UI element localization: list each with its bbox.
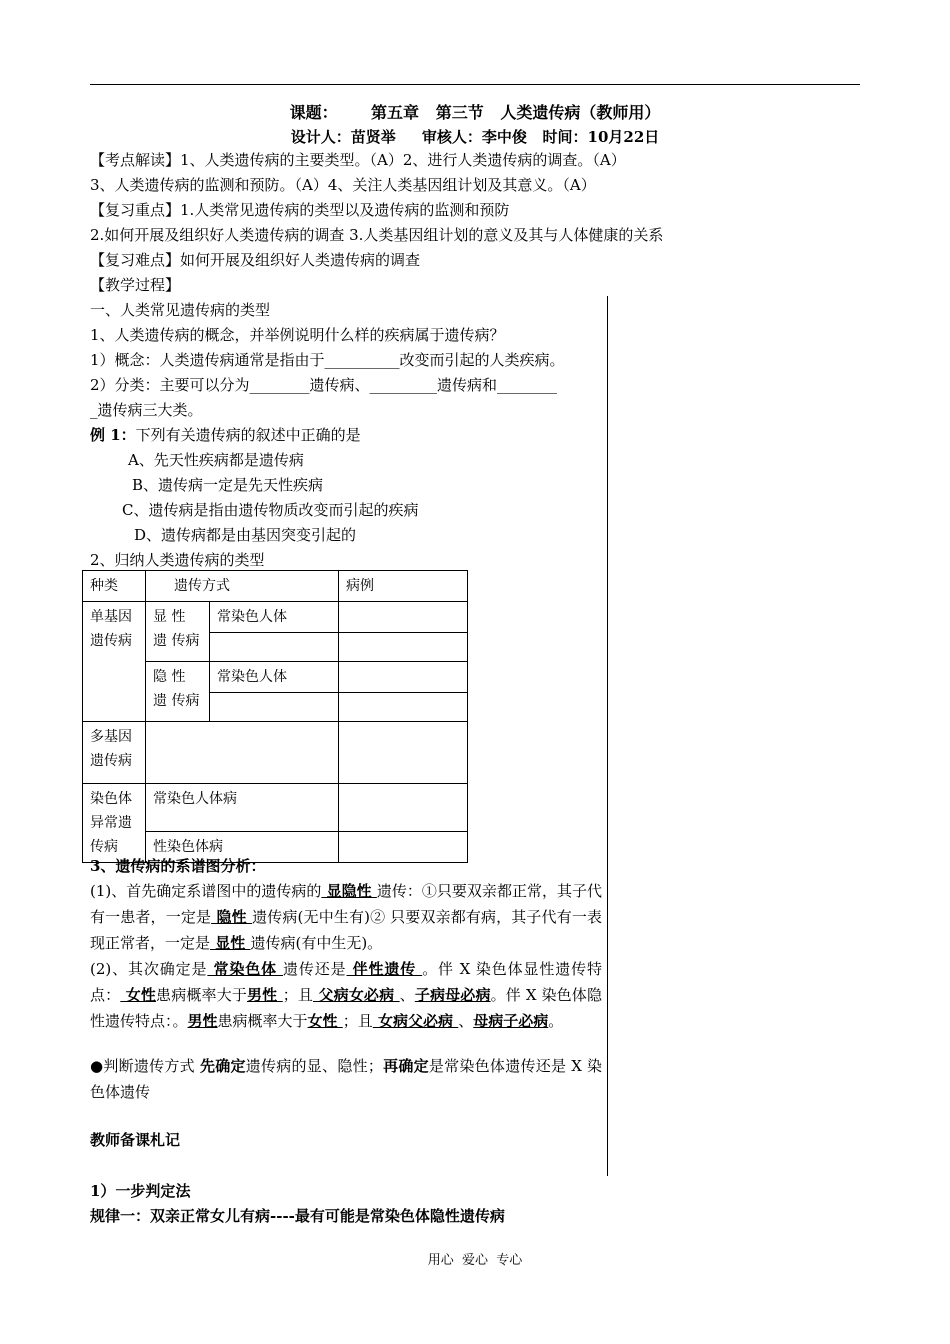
- classify-line-1: 2）分类：主要可以分为________遗传病、_________遗传病和________: [90, 376, 558, 394]
- chromosomal-cell: 染色体异常遗传病: [83, 784, 146, 863]
- zhongdian-line-2: 2.如何开展及组织好人类遗传病的调查 3.人类基因组计划的意义及其与人体健康的关系: [90, 226, 664, 244]
- answer-female: 女性: [120, 986, 157, 1004]
- question-2: 2、归纳人类遗传病的类型: [90, 551, 265, 569]
- header-case: 病例: [339, 571, 468, 602]
- option-b: B、遗传病一定是先天性疾病: [132, 476, 324, 494]
- single-gene-cell: 单基因遗传病: [83, 602, 146, 722]
- case-cell: [339, 722, 468, 784]
- mode-cell: [210, 693, 339, 722]
- polygenic-cell: 多基因遗传病: [83, 722, 146, 784]
- case-cell: [339, 832, 468, 863]
- option-d: D、遗传病都是由基因突变引起的: [134, 526, 357, 544]
- p2-text-i: ；且: [342, 1012, 373, 1030]
- sex-chrom-cell: 性染色体病: [146, 832, 339, 863]
- section-3-heading: 3、遗传病的系谱图分析：: [90, 857, 266, 875]
- p2-text-g: 。伴 X 染色体隐性遗传特点：。: [90, 986, 602, 1030]
- paragraph-1: [90, 878, 602, 956]
- p2-text-d: 患病概率大于: [156, 986, 248, 1004]
- judge-paragraph: [90, 1053, 602, 1105]
- section-1-heading: 一、人类常见遗传病的类型: [90, 301, 271, 319]
- paragraph-2: [90, 956, 602, 1034]
- case-cell: [339, 784, 468, 832]
- p2-text-h: 患病概率大于: [217, 1012, 308, 1030]
- judge-text-d: 是常染色体遗传还是 X 染色体遗传: [90, 1057, 602, 1101]
- nandian-line: 【复习难点】如何开展及组织好人类遗传病的调查: [90, 251, 421, 269]
- p2-text-j: 、: [458, 1012, 474, 1030]
- p2-text-e: ；且: [282, 986, 314, 1004]
- lesson-title: 课题： 第五章 第三节 人类遗传病（教师用）: [289, 103, 661, 122]
- p2-text-b: 遗传还是: [283, 960, 347, 978]
- answer-son-mother: 子病母必病: [414, 986, 491, 1004]
- classify-line-2: _遗传病三大类。: [90, 401, 203, 419]
- judge-text-c: 遗传病的显、隐性；: [245, 1057, 383, 1075]
- p2-text-c: 。伴 X 染色体显性遗传特点：: [90, 960, 602, 1004]
- disease-type-table: [82, 570, 468, 863]
- case-cell: [339, 602, 468, 633]
- p2-text-k: 。: [548, 1012, 564, 1030]
- header-rule: [90, 84, 860, 85]
- kaodian-line-1: 【考点解读】1、人类遗传病的主要类型。（A）2、进行人类遗传病的调查。（A）: [90, 151, 626, 169]
- answer-autosome: 常染色体: [207, 960, 284, 978]
- concept-line: 1）概念：人类遗传病通常是指由于__________改变而引起的人类疾病。: [90, 351, 565, 369]
- option-c: C、遗传病是指由遗传物质改变而引起的疾病: [122, 501, 419, 519]
- p2-text-f: 、: [399, 986, 415, 1004]
- p1-text-a: (1)、首先确定系谱图中的遗传病的: [90, 882, 322, 900]
- teacher-notes-heading: 教师备课札记: [90, 1131, 181, 1149]
- footer-motto: 用心 爱心 专心: [427, 1253, 523, 1268]
- example-label: 例 1：: [90, 426, 136, 444]
- zhongdian-line-1: 【复习重点】1.人类常见遗传病的类型以及遗传病的监测和预防: [90, 201, 510, 219]
- answer-male: 男性: [247, 986, 283, 1004]
- answer-xianxing: 显性: [210, 934, 251, 952]
- answer-male-2: 男性: [187, 1012, 218, 1030]
- example-1: [90, 425, 602, 450]
- process-heading: 【教学过程】: [90, 276, 181, 294]
- answer-female-2: 女性: [307, 1012, 343, 1030]
- one-step-method: 1）一步判定法: [90, 1182, 191, 1200]
- case-cell: [339, 693, 468, 722]
- p2-text-a: (2)、其次确定是: [90, 960, 208, 978]
- header-mode: 遗传方式: [146, 571, 339, 602]
- p1-text-c: 遗传病(无中生有)② 只要双亲都有病，其子代有一表现正常者，一定是: [90, 908, 602, 952]
- mode-cell: [210, 633, 339, 662]
- auto-chrom-cell: 常染色人体病: [146, 784, 339, 832]
- judge-text-a: ●判断遗传方式: [90, 1057, 200, 1075]
- dominant-cell: 显 性 遗 传病: [146, 602, 210, 662]
- case-cell: [339, 662, 468, 693]
- lesson-credits: 设计人：苗贤举 审核人：李中俊 时间：10月22日: [290, 128, 660, 146]
- answer-mother-son: 母病子必病: [473, 1012, 549, 1030]
- judge-first: 先确定: [199, 1057, 246, 1075]
- rule-one: 规律一：双亲正常女儿有病----最有可能是常染色体隐性遗传病: [90, 1207, 505, 1225]
- margin-divider: [607, 296, 608, 1176]
- mode-cell: [146, 722, 339, 784]
- answer-xianyinxing: 显隐性: [321, 882, 377, 900]
- answer-sex-linked: 伴性遗传: [346, 960, 423, 978]
- kaodian-line-2: 3、人类遗传病的监测和预防。（A）4、关注人类基因组计划及其意义。（A）: [90, 176, 596, 194]
- autosome-recessive-cell: 常染色人体: [210, 662, 339, 693]
- answer-father-daughter: 父病女必病: [313, 986, 400, 1004]
- option-a: A、先天性疾病都是遗传病: [128, 451, 304, 469]
- question-1: 1、人类遗传病的概念，并举例说明什么样的疾病属于遗传病？: [90, 326, 505, 344]
- case-cell: [339, 633, 468, 662]
- p1-text-d: 遗传病(有中生无)。: [250, 934, 383, 952]
- judge-then: 再确定: [382, 1057, 429, 1075]
- autosome-dominant-cell: 常染色人体: [210, 602, 339, 633]
- p1-text-b: 遗传：①只要双亲都正常，其子代有一患者，一定是: [90, 882, 602, 926]
- section-1: [90, 300, 602, 575]
- example-text: 下列有关遗传病的叙述中正确的是: [135, 426, 361, 444]
- answer-daughter-father: 女病父必病: [372, 1012, 459, 1030]
- answer-yinxing: 隐性: [211, 908, 253, 926]
- recessive-cell: 隐 性 遗 传病: [146, 662, 210, 722]
- header-kind: 种类: [83, 571, 146, 602]
